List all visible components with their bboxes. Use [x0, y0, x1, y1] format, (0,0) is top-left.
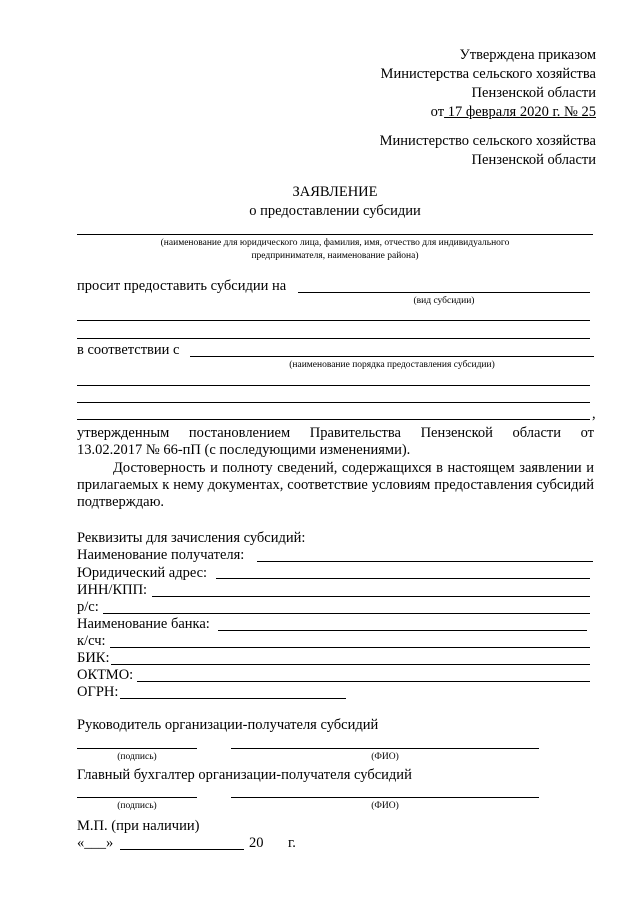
subsidy-type-field[interactable]	[298, 292, 590, 293]
accountant-signature-field[interactable]	[77, 797, 197, 798]
accountant-fio-field[interactable]	[231, 797, 539, 798]
head-signature-field[interactable]	[77, 748, 197, 749]
document-subtitle: о предоставлении субсидии	[249, 203, 421, 219]
bank-name-label: Наименование банка:	[77, 616, 210, 632]
accountant-signature-hint: (подпись)	[117, 801, 157, 811]
bik-field[interactable]	[111, 664, 590, 665]
bik-label: БИК:	[77, 650, 110, 666]
applicant-name-field[interactable]	[77, 234, 593, 235]
approved-line-2: 13.02.2017 № 66-пП (с последующими изменениями).	[77, 442, 411, 458]
procedure-comma: ,	[592, 406, 596, 422]
approval-date-value: 17 февраля 2020 г. № 25	[444, 104, 596, 120]
applicant-hint-1: (наименование для юридического лица, фамилия, имя, отчество для индивидуального	[160, 238, 510, 248]
account-label: р/с:	[77, 599, 99, 615]
recipient-name-label: Наименование получателя:	[77, 547, 245, 563]
subsidy-type-field-line-2[interactable]	[77, 320, 590, 321]
asks-label: просит предоставить субсидии на	[77, 278, 287, 294]
subsidy-type-hint: (вид субсидии)	[413, 296, 475, 306]
ogrn-label: ОГРН:	[77, 684, 119, 700]
procedure-field-line-4[interactable]	[77, 419, 590, 420]
bank-name-field[interactable]	[218, 630, 587, 631]
requisites-header: Реквизиты для зачисления субсидий:	[77, 530, 306, 546]
corr-account-field[interactable]	[110, 647, 590, 648]
approval-line-3: Пензенской области	[471, 85, 596, 101]
date-year-suffix: г.	[288, 835, 296, 851]
procedure-field[interactable]	[190, 356, 594, 357]
head-signature-hint: (подпись)	[117, 752, 157, 762]
recipient-line-1: Министерство сельского хозяйства	[379, 133, 596, 149]
subsidy-type-field-line-3[interactable]	[77, 338, 590, 339]
approved-line-1: утвержденным постановлением Правительства Пензенской области от	[77, 425, 594, 441]
confirmation-text: Достоверность и полноту сведений, содержащихся в настоящем заявлении и прилагаемых к нему документах, соответствие условиям предоставления субсидий подтверждаю.	[77, 460, 594, 510]
oktmo-field[interactable]	[137, 681, 590, 682]
corr-account-label: к/сч:	[77, 633, 106, 649]
head-fio-hint: (ФИО)	[371, 752, 399, 762]
ogrn-field[interactable]	[120, 698, 346, 699]
procedure-field-line-3[interactable]	[77, 402, 590, 403]
oktmo-label: ОКТМО:	[77, 667, 134, 683]
accordance-label: в соответствии с	[77, 342, 180, 358]
head-label: Руководитель организации-получателя субсидий	[77, 717, 379, 733]
document-title: ЗАЯВЛЕНИЕ	[292, 184, 378, 200]
date-year-prefix: 20	[249, 835, 264, 851]
approval-date	[431, 104, 596, 121]
recipient-name-field[interactable]	[257, 561, 593, 562]
legal-address-label: Юридический адрес:	[77, 565, 208, 581]
date-month-field[interactable]	[120, 849, 244, 850]
recipient-line-2: Пензенской области	[471, 152, 596, 168]
procedure-field-line-2[interactable]	[77, 385, 590, 386]
accountant-label: Главный бухгалтер организации-получателя субсидий	[77, 767, 412, 783]
stamp-label: М.П. (при наличии)	[77, 818, 200, 834]
accountant-fio-hint: (ФИО)	[371, 801, 399, 811]
approval-date-prefix: от	[430, 104, 445, 120]
legal-address-field[interactable]	[216, 578, 590, 579]
inn-kpp-label: ИНН/КПП:	[77, 582, 148, 598]
inn-kpp-field[interactable]	[152, 596, 590, 597]
applicant-hint-2: предпринимателя, наименование района)	[251, 251, 419, 261]
date-day[interactable]: «___»	[77, 835, 114, 851]
approval-line-1: Утверждена приказом	[459, 47, 596, 63]
head-fio-field[interactable]	[231, 748, 539, 749]
account-field[interactable]	[103, 613, 590, 614]
procedure-hint: (наименование порядка предоставления субсидии)	[289, 360, 495, 370]
approval-line-2: Министерства сельского хозяйства	[380, 66, 596, 82]
